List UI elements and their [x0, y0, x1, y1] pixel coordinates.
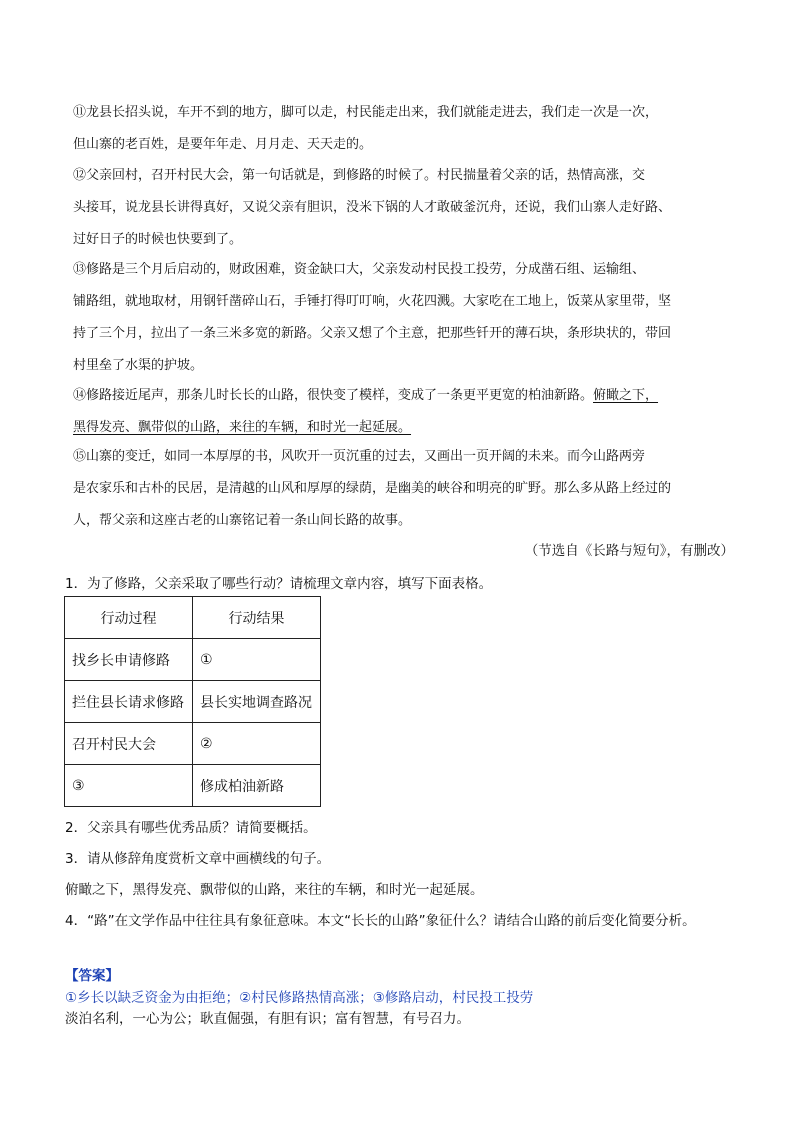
table-header-row	[65, 597, 321, 639]
paragraph-line: ⑪龙县长招头说，车开不到的地方，脚可以走，村民能走出来，我们就能走进去，我们走一次是一次，	[73, 105, 659, 120]
table-cell: 修成柏油新路	[193, 765, 321, 807]
table-cell: 找乡长申请修路	[65, 639, 193, 681]
question-3: 3．请从修辞角度赏析文章中画横线的句子。	[65, 851, 331, 867]
paragraph-line: 持了三个月，拉出了一条三米多宽的新路。父亲又想了个主意，把那些钎开的薄石块，条形块状的，带回	[73, 326, 672, 341]
table-header-cell: 行动过程	[65, 597, 193, 639]
answer-line-2: 淡泊名利，一心为公；耿直倔强，有胆有识；富有智慧，有号召力。	[65, 1011, 470, 1027]
source-citation: （节选自《长路与短句》，有删改）	[524, 543, 734, 559]
question-4: 4．“路”在文学作品中往往具有象征意味。本文“长长的山路”象征什么？请结合山路的前后变化简要分析。	[65, 913, 696, 929]
paragraph-15	[73, 441, 739, 537]
underlined-sentence-part: 俯瞰之下，	[593, 388, 659, 403]
paragraph-12	[73, 160, 739, 256]
paragraph-11	[73, 97, 739, 161]
answer-label: 【答案】	[65, 968, 119, 984]
table-row	[65, 639, 321, 681]
paragraph-line: 铺路组，就地取材，用钢钎凿碎山石，手锤打得叮叮响，火花四溅。大家吃在工地上，饭菜从家里带，坚	[73, 294, 672, 309]
table-row	[65, 765, 321, 807]
table-cell: 拦住县长请求修路	[65, 681, 193, 723]
table-header-cell: 行动结果	[193, 597, 321, 639]
paragraph-line: 人，帮父亲和这座古老的山寨铭记着一条山间长路的故事。	[73, 513, 412, 528]
paragraph-13	[73, 254, 739, 382]
table-cell: ②	[193, 723, 321, 765]
table-row	[65, 723, 321, 765]
paragraph-line: 头接耳，说龙县长讲得真好，又说父亲有胆识，没米下锅的人才敢破釜沉舟，还说，我们山寨人走好路、	[73, 200, 672, 215]
paragraph-line: 是农家乐和古朴的民居，是清越的山风和厚厚的绿荫，是幽美的峡谷和明亮的旷野。那么多从路上经过的	[73, 481, 672, 496]
paragraph-line: 过好日子的时候也快要到了。	[73, 232, 243, 247]
action-table	[64, 596, 321, 807]
paragraph-line	[73, 412, 739, 444]
question-2: 2．父亲具有哪些优秀品质？请简要概括。	[65, 820, 317, 836]
paragraph-line: ⑫父亲回村，召开村民大会，第一句话就是，到修路的时候了。村民揣量着父亲的话，热情高涨，交	[73, 168, 646, 183]
plain-text: ⑭修路接近尾声，那条儿时长长的山路，很快变了模样，变成了一条更平更宽的柏油新路。	[73, 388, 594, 403]
table-cell: 县长实地调查路况	[193, 681, 321, 723]
table-row	[65, 681, 321, 723]
paragraph-line: ⑮山寨的变迁，如同一本厚厚的书，风吹开一页沉重的过去，又画出一页开阔的未来。而今山路两旁	[73, 449, 646, 464]
question-3-sentence: 俯瞰之下，黑得发亮、飘带似的山路，来往的车辆，和时光一起延展。	[65, 882, 484, 898]
question-1: 1．为了修路，父亲采取了哪些行动？请梳理文章内容，填写下面表格。	[65, 576, 493, 592]
table-cell: 召开村民大会	[65, 723, 193, 765]
paragraph-line: 但山寨的老百姓，是要年年走、月月走、天天走的。	[73, 137, 373, 152]
paragraph-line	[73, 380, 739, 412]
underlined-sentence-part: 黑得发亮、飘带似的山路，来往的车辆，和时光一起延展。	[73, 420, 412, 435]
table-cell: ①	[193, 639, 321, 681]
paragraph-line: ⑬修路是三个月后启动的，财政困难，资金缺口大，父亲发动村民投工投劳，分成凿石组、运输组、	[73, 262, 646, 277]
paragraph-14	[73, 380, 739, 444]
answer-line-1: ①乡长以缺乏资金为由拒绝；②村民修路热情高涨；③修路启动，村民投工投劳	[65, 990, 534, 1006]
table-cell: ③	[65, 765, 193, 807]
paragraph-line: 村里垒了水渠的护坡。	[73, 358, 204, 373]
